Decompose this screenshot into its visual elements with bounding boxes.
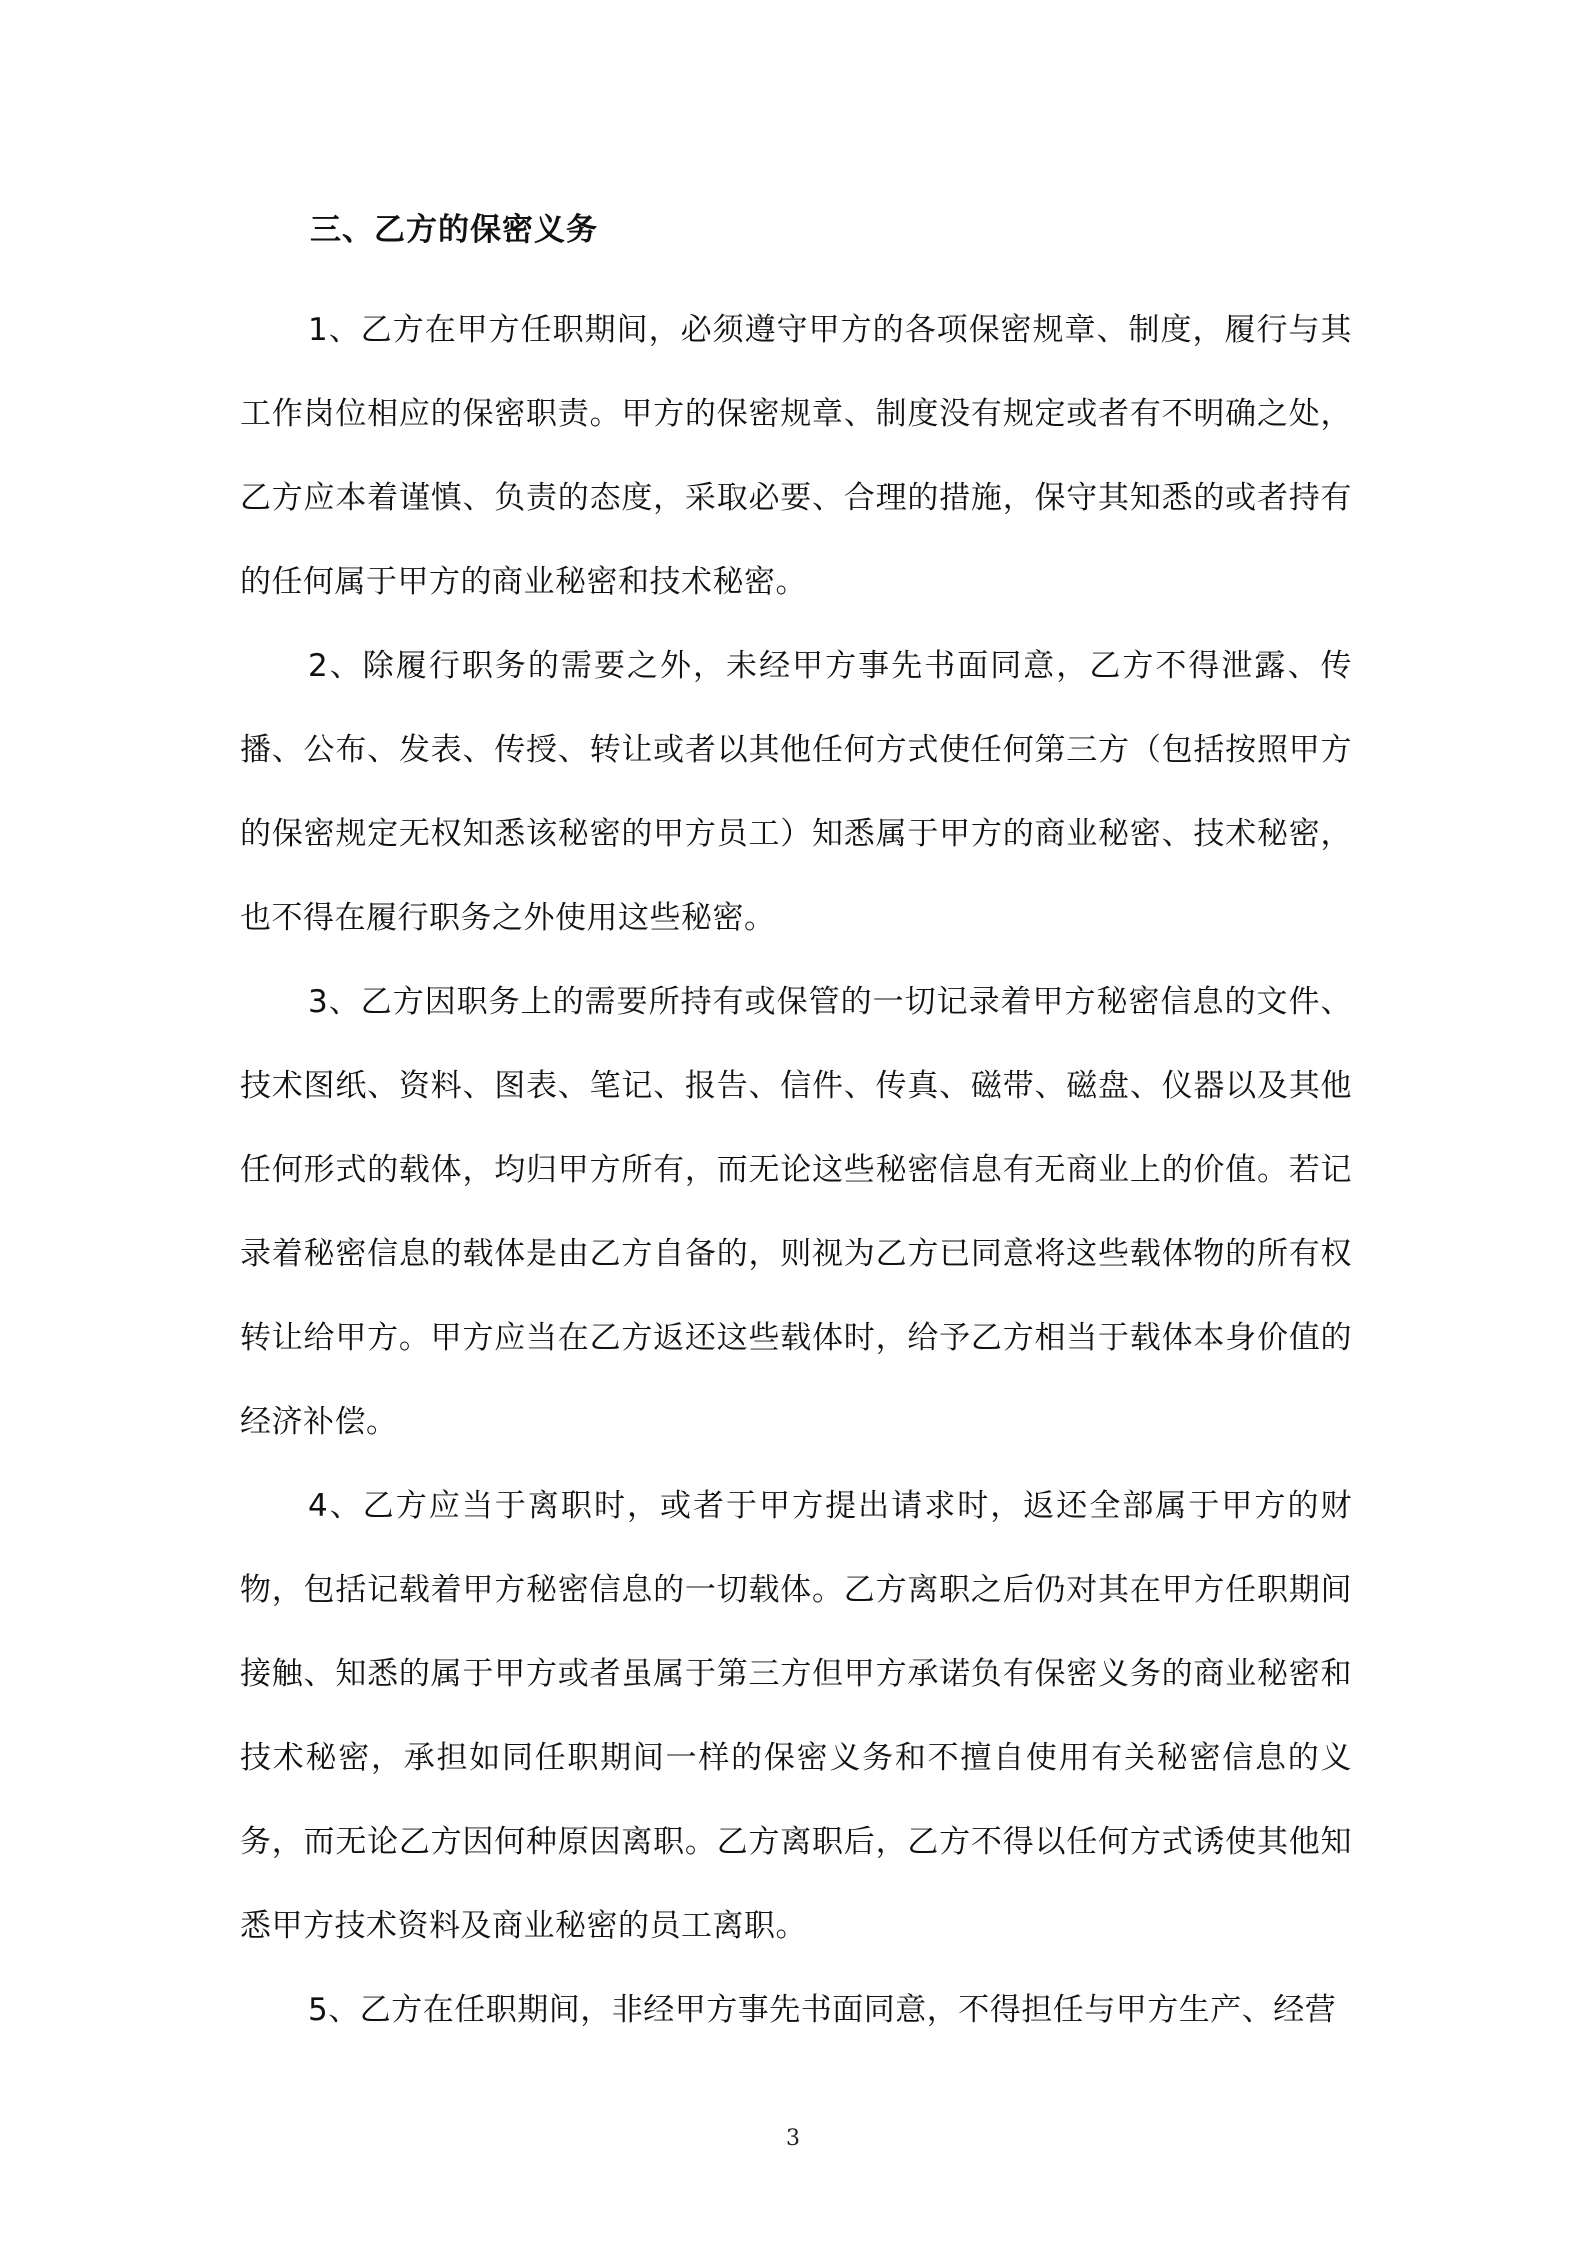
clause-3: 3、乙方因职务上的需要所持有或保管的一切记录着甲方秘密信息的文件、技术图纸、资料、图表、笔记、报告、信件、传真、磁带、磁盘、仪器以及其他任何形式的载体，均归甲方所有，而无论这些秘密信息有无商业上的价值。若记录着秘密信息的载体是由乙方自备的，则视为乙方已同意将这些载体物的所有权转让给甲方。甲方应当在乙方返还这些载体时，给予乙方相当于载体本身价值的经济补偿。 — [240, 984, 1352, 1440]
clause-2: 2、除履行职务的需要之外，未经甲方事先书面同意，乙方不得泄露、传播、公布、发表、传授、转让或者以其他任何方式使任何第三方（包括按照甲方的保密规定无权知悉该秘密的甲方员工）知悉属于甲方的商业秘密、技术秘密，也不得在履行职务之外使用这些秘密。 — [240, 648, 1352, 936]
clause-1: 1、乙方在甲方任职期间，必须遵守甲方的各项保密规章、制度，履行与其工作岗位相应的保密职责。甲方的保密规章、制度没有规定或者有不明确之处，乙方应本着谨慎、负责的态度，采取必要、合理的措施，保守其知悉的或者持有的任何属于甲方的商业秘密和技术秘密。 — [240, 312, 1352, 600]
section-heading: 三、乙方的保密义务 — [310, 212, 598, 248]
clause-4: 4、乙方应当于离职时，或者于甲方提出请求时，返还全部属于甲方的财物，包括记载着甲方秘密信息的一切载体。乙方离职之后仍对其在甲方任职期间接触、知悉的属于甲方或者虽属于第三方但甲方承诺负有保密义务的商业秘密和技术秘密，承担如同任职期间一样的保密义务和不擅自使用有关秘密信息的义务，而无论乙方因何种原因离职。乙方离职后，乙方不得以任何方式诱使其他知悉甲方技术资料及商业秘密的员工离职。 — [240, 1488, 1352, 1944]
page-number: 3 — [786, 2126, 800, 2151]
clause-5: 5、乙方在任职期间，非经甲方事先书面同意，不得担任与甲方生产、经营 — [308, 1992, 1337, 2028]
document-body — [240, 198, 1352, 2052]
